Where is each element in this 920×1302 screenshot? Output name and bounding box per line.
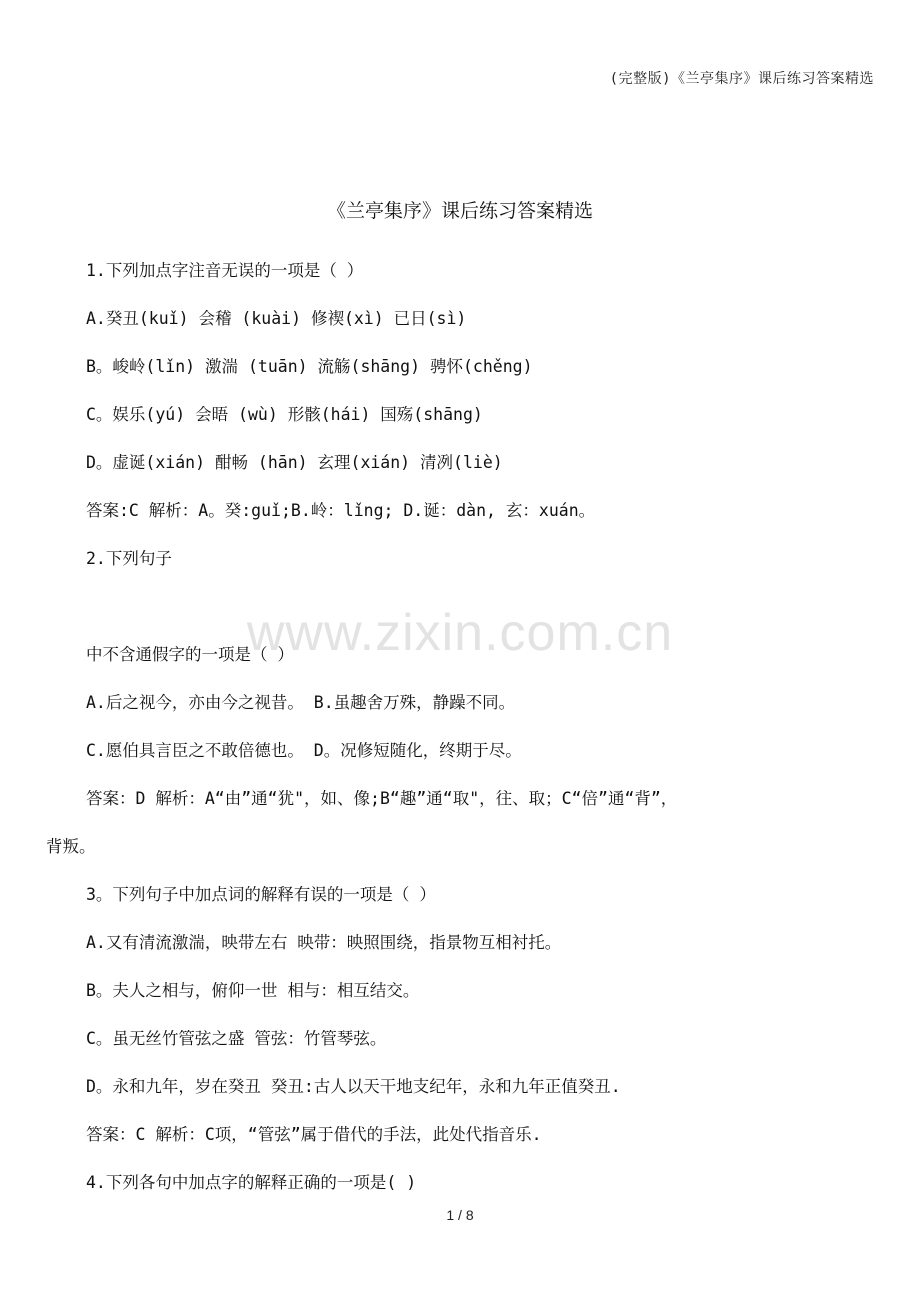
question-1-option-d: D。虚诞(xián) 酣畅 (hān) 玄理(xián) 清冽(liè) (86, 453, 503, 472)
question-1: 1.下列加点字注音无误的一项是（ ） (86, 261, 364, 280)
question-3-option-d: D。永和九年，岁在癸丑 癸丑:古人以天干地支纪年，永和九年正值癸丑. (86, 1077, 621, 1096)
running-header: (完整版)《兰亭集序》课后练习答案精选 (609, 71, 874, 87)
question-3-option-c: C。虽无丝竹管弦之盛 管弦：竹管琴弦。 (86, 1029, 387, 1048)
question-1-answer: 答案:C 解析：A。癸:guǐ;B.岭：lǐng; D.诞：dàn, 玄：xuán。 (86, 501, 596, 520)
question-2-answer-cont: 背叛。 (46, 837, 96, 856)
page-number: 1 / 8 (446, 1207, 474, 1223)
question-4: 4.下列各句中加点字的解释正确的一项是( ) (86, 1173, 417, 1192)
question-2-options-cd: C.愿伯具言臣之不敢倍德也。 D。况修短随化，终期于尽。 (86, 741, 522, 760)
question-1-option-b: B。峻岭(lǐn) 激湍 (tuān) 流觞(shāng) 骋怀(chěng) (86, 357, 533, 376)
question-1-option-c: C。娱乐(yú) 会晤 (wù) 形骸(hái) 国殇(shāng) (86, 405, 483, 424)
question-3-answer: 答案：C 解析：C项，“管弦”属于借代的手法，此处代指音乐. (86, 1125, 542, 1144)
question-2-cont: 中不含通假字的一项是（ ） (86, 645, 294, 664)
question-2-start: 2.下列句子 (86, 549, 172, 568)
watermark: www.zixin.com.cn (246, 604, 674, 662)
question-3-option-b: B。夫人之相与，俯仰一世 相与：相互结交。 (86, 981, 420, 1000)
question-2-options-ab: A.后之视今，亦由今之视昔。 B.虽趣舍万殊，静躁不同。 (86, 693, 516, 712)
question-3-option-a: A.又有清流激湍，映带左右 映带：映照围绕，指景物互相衬托。 (86, 933, 562, 952)
question-2-answer: 答案：D 解析：A“由”通“犹"，如、像;B“趣”通“取"，往、取；C“倍”通“背”， (86, 789, 678, 808)
question-1-option-a: A.癸丑(kuǐ) 会稽 (kuài) 修禊(xì) 已日(sì) (86, 309, 467, 328)
question-3: 3。下列句子中加点词的解释有误的一项是（ ） (86, 885, 436, 904)
document-title: 《兰亭集序》课后练习答案精选 (326, 200, 593, 222)
